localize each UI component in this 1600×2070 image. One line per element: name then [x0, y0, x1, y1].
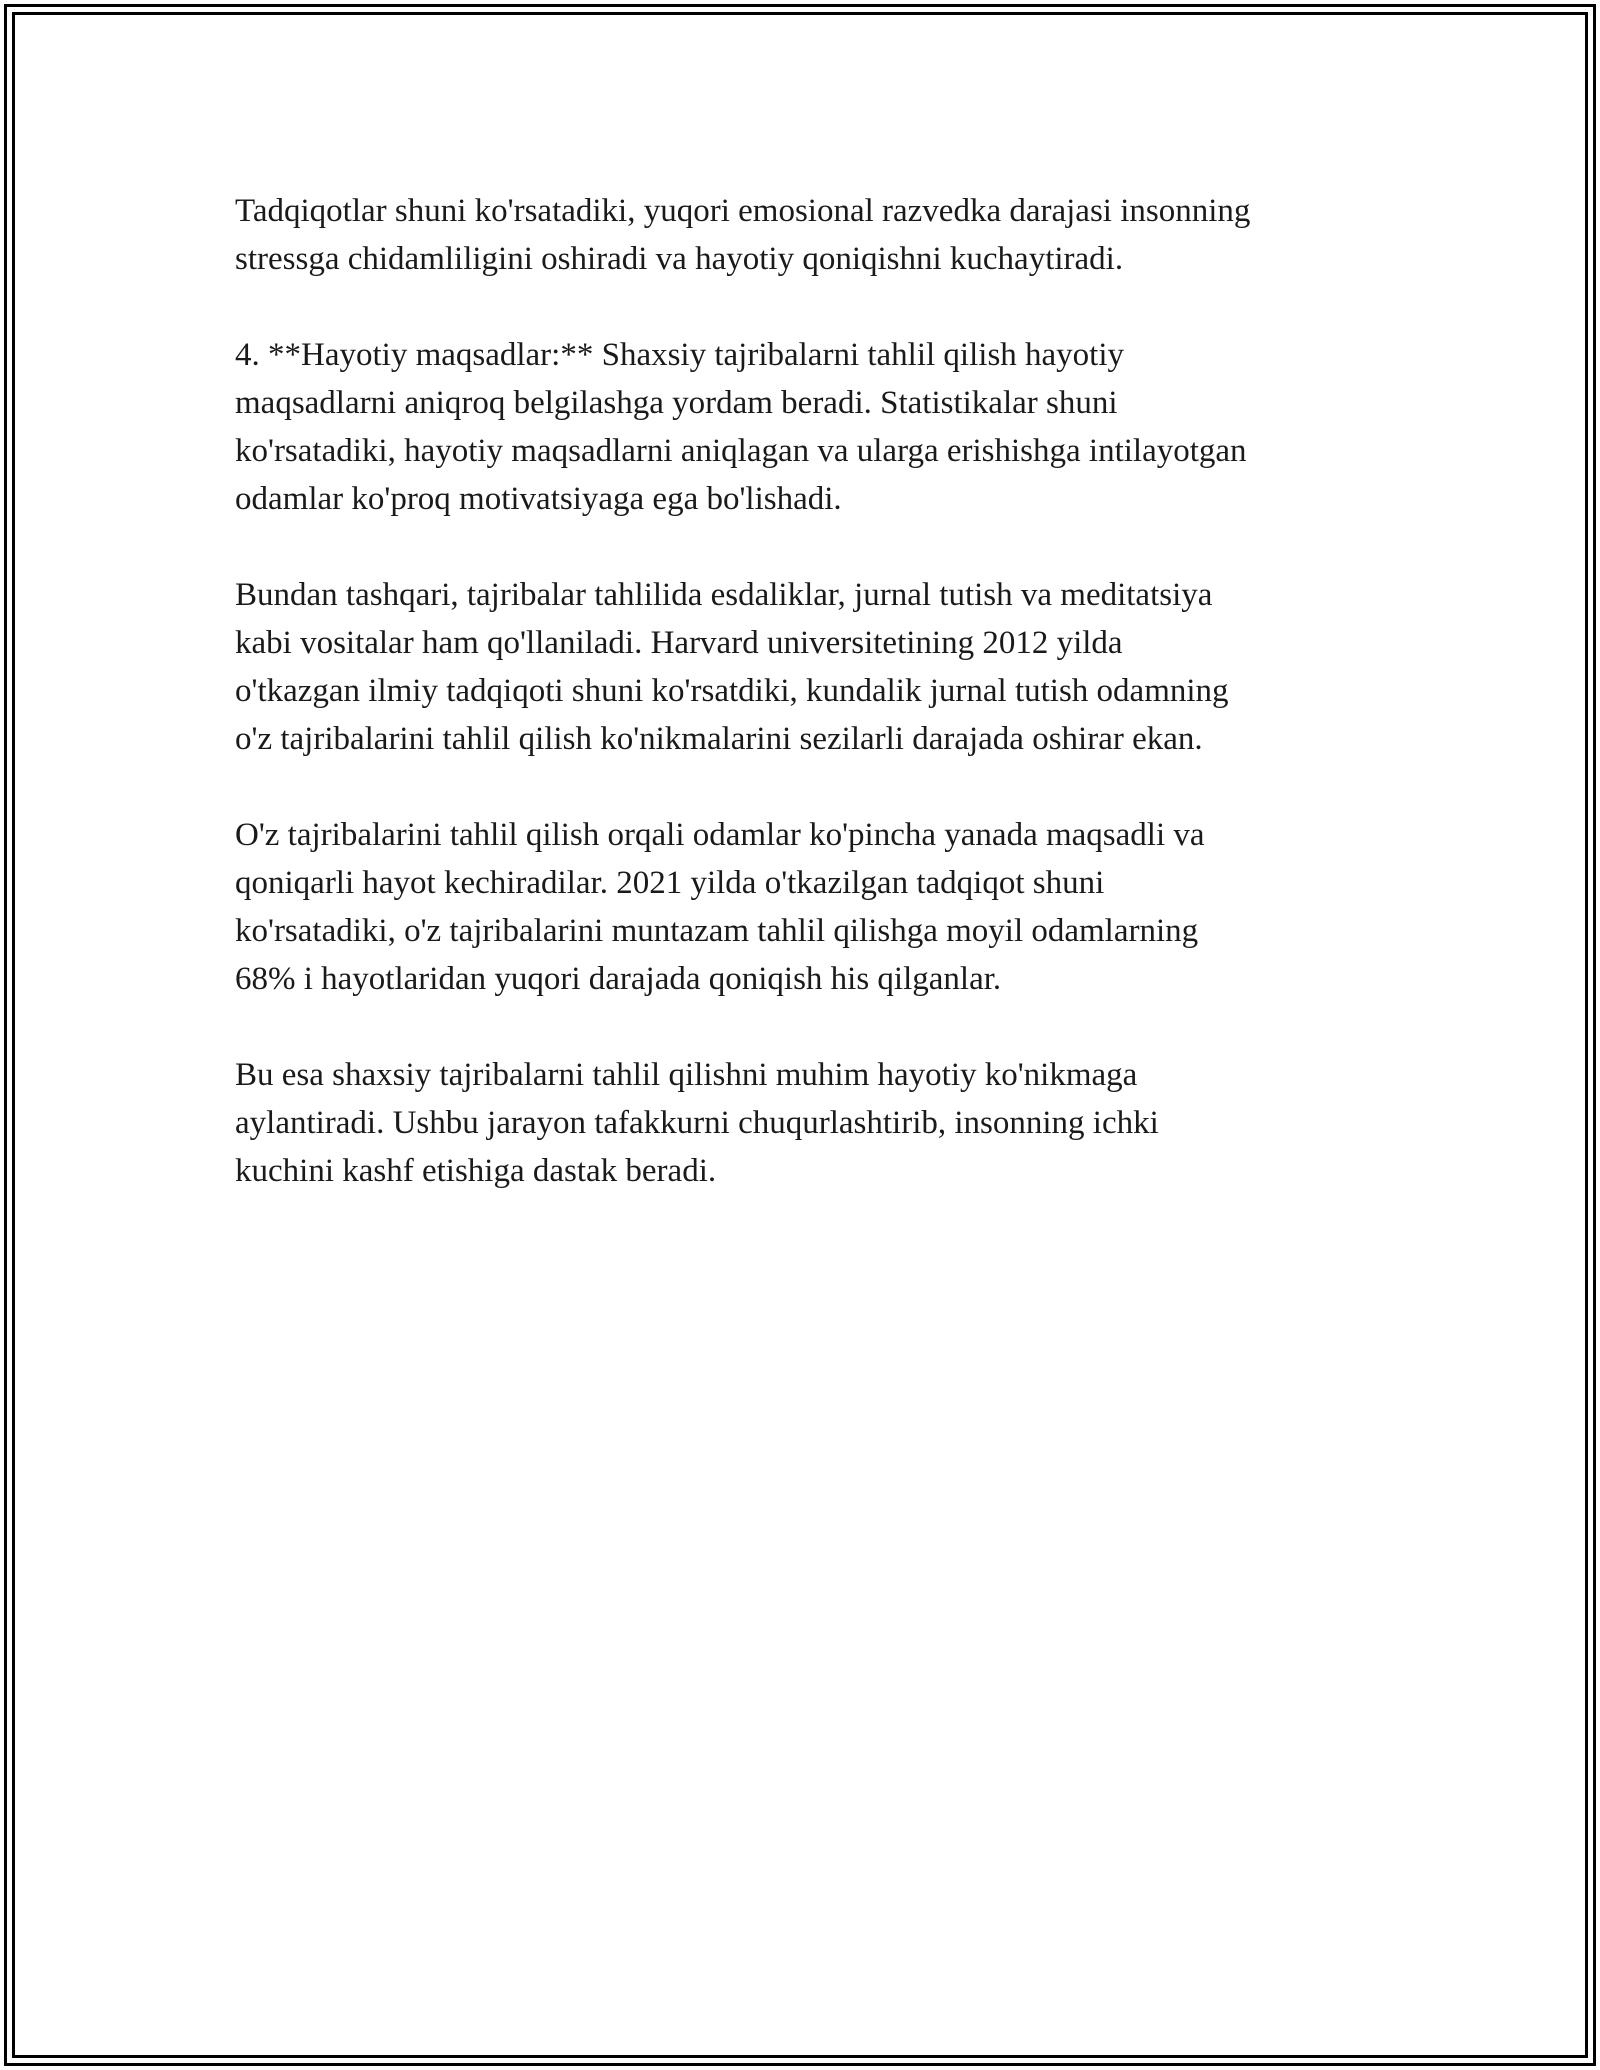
- paragraph-1: [235, 187, 1375, 283]
- paragraph-line: O'z tajribalarini tahlil qilish orqali odamlar ko'pincha yanada maqsadli va: [235, 817, 1205, 853]
- paragraph-line: qoniqarli hayot kechiradilar. 2021 yilda o'tkazilgan tadqiqot shuni: [235, 865, 1105, 901]
- paragraph-line: kuchini kashf etishiga dastak beradi.: [235, 1153, 717, 1189]
- paragraph-4: [235, 811, 1375, 1003]
- paragraph-3: [235, 571, 1375, 763]
- paragraph-line: maqsadlarni aniqroq belgilashga yordam beradi. Statistikalar shuni: [235, 385, 1118, 421]
- paragraph-line: 68% i hayotlaridan yuqori darajada qoniqish his qilganlar.: [235, 961, 1002, 997]
- paragraph-line: odamlar ko'proq motivatsiyaga ega bo'lishadi.: [235, 481, 842, 517]
- paragraph-line: Tadqiqotlar shuni ko'rsatadiki, yuqori emosional razvedka darajasi insonning: [235, 193, 1251, 229]
- paragraph-line: kabi vositalar ham qo'llaniladi. Harvard universitetining 2012 yilda: [235, 625, 1123, 661]
- paragraph-line: ko'rsatadiki, hayotiy maqsadlarni aniqlagan va ularga erishishga intilayotgan: [235, 433, 1247, 469]
- paragraph-line: stressga chidamliligini oshiradi va hayotiy qoniqishni kuchaytiradi.: [235, 241, 1124, 277]
- paragraph-line: aylantiradi. Ushbu jarayon tafakkurni chuqurlashtirib, insonning ichki: [235, 1105, 1159, 1141]
- paragraph-line: 4. **Hayotiy maqsadlar:** Shaxsiy tajribalarni tahlil qilish hayotiy: [235, 337, 1125, 373]
- paragraph-2: [235, 331, 1375, 523]
- paragraph-5: [235, 1051, 1375, 1195]
- document-body: [235, 187, 1375, 1243]
- paragraph-line: Bu esa shaxsiy tajribalarni tahlil qilishni muhim hayotiy ko'nikmaga: [235, 1057, 1138, 1093]
- paragraph-line: ko'rsatadiki, o'z tajribalarini muntazam tahlil qilishga moyil odamlarning: [235, 913, 1199, 949]
- paragraph-line: o'z tajribalarini tahlil qilish ko'nikmalarini sezilarli darajada oshirar ekan.: [235, 721, 1203, 757]
- paragraph-line: o'tkazgan ilmiy tadqiqoti shuni ko'rsatdiki, kundalik jurnal tutish odamning: [235, 673, 1229, 709]
- paragraph-line: Bundan tashqari, tajribalar tahlilida esdaliklar, jurnal tutish va meditatsiya: [235, 577, 1213, 613]
